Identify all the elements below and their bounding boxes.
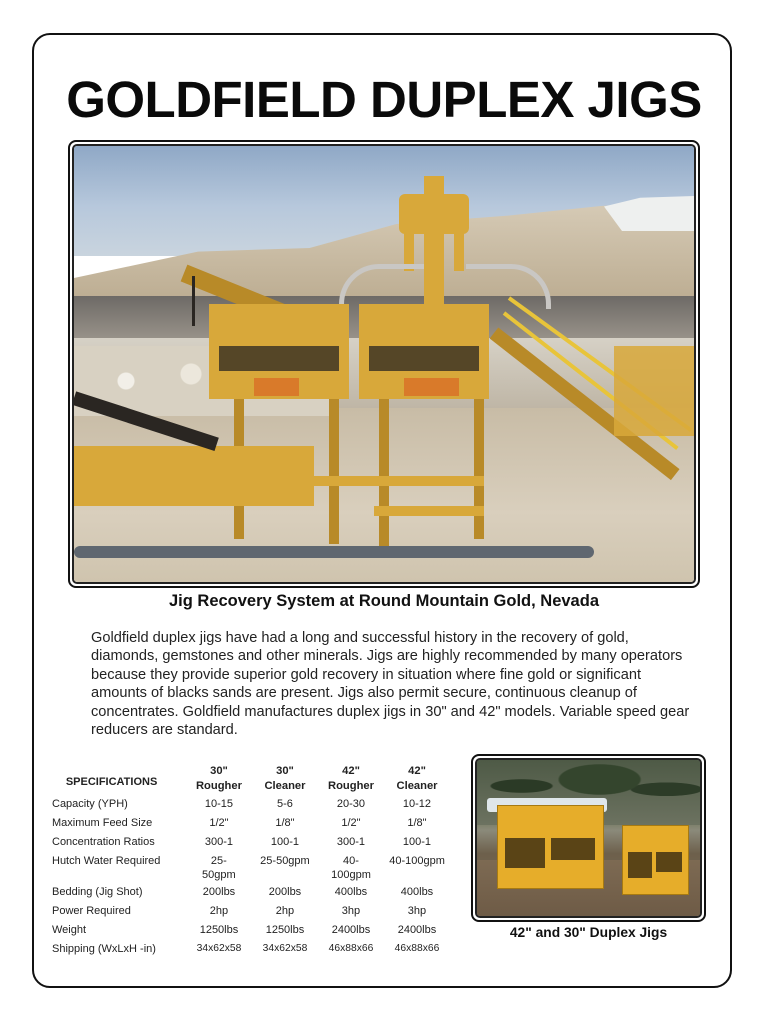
row-label: Weight [52, 924, 87, 936]
table-row [50, 901, 450, 920]
row-label: Bedding (Jig Shot) [52, 886, 143, 898]
cell: 300-1 [336, 836, 366, 848]
specifications-table [50, 760, 450, 958]
col-header: 42" Cleaner [396, 765, 438, 792]
cell: 5-6 [277, 798, 293, 810]
main-photo [68, 140, 700, 588]
cell: 25- 50gpm [202, 855, 236, 881]
table-row [50, 939, 450, 958]
cell: 40- 100gpm [331, 855, 371, 881]
row-label: Power Required [52, 905, 131, 917]
cell: 20-30 [336, 798, 366, 810]
specs-header-row [50, 760, 450, 794]
duplex-jigs-image [475, 758, 702, 918]
table-row [50, 882, 450, 901]
table-row [50, 813, 450, 832]
row-label: Capacity (YPH) [52, 798, 128, 810]
row-label: Concentration Ratios [52, 836, 155, 848]
duplex-jigs-photo [471, 754, 706, 922]
col-header: 30" Cleaner [264, 765, 306, 792]
cell: 2hp [275, 905, 295, 917]
cell: 1250lbs [199, 924, 239, 936]
cell: 2hp [209, 905, 229, 917]
cell: 25-50gpm [260, 855, 310, 867]
cell: 100-1 [402, 836, 432, 848]
cell: 1/2" [341, 817, 361, 829]
cell: 3hp [407, 905, 427, 917]
cell: 1250lbs [265, 924, 305, 936]
cell: 200lbs [202, 886, 236, 898]
table-row [50, 851, 450, 882]
duplex-jigs-caption: 42" and 30" Duplex Jigs [509, 925, 668, 940]
intro-paragraph: Goldfield duplex jigs have had a long and successful history in the recovery of gold, diamonds, gemstones and other minerals. Jigs are highly recommended by many operators because they provide superior gold recovery in situation where fine gold or significant amounts of blacks sands are present. Jigs also permit secure, continuous cleanup of concentrates. Goldfield manufactures duplex jigs in 30" and 42" models. Variable speed gear reducers are standard. [91, 630, 690, 739]
table-row [50, 920, 450, 939]
cell: 40-100gpm [389, 855, 445, 867]
col-header: 42" Rougher [328, 765, 374, 792]
col-header: 30" Rougher [195, 765, 242, 792]
table-row [50, 832, 450, 851]
cell: 100-1 [270, 836, 300, 848]
cell: 1/2" [209, 817, 229, 829]
cell: 2400lbs [397, 924, 437, 936]
cell: 10-15 [204, 798, 234, 810]
table-row [50, 794, 450, 813]
main-photo-caption: Jig Recovery System at Round Mountain Gold, Nevada [168, 592, 599, 610]
cell: 3hp [341, 905, 361, 917]
cell: 10-12 [402, 798, 432, 810]
cell: 400lbs [334, 886, 368, 898]
page-title: GOLDFIELD DUPLEX JIGS [66, 71, 702, 128]
cell: 46x88x66 [394, 943, 440, 954]
cell: 46x88x66 [328, 943, 374, 954]
specs-heading: SPECIFICATIONS [65, 776, 158, 788]
cell: 1/8" [275, 817, 295, 829]
cell: 34x62x58 [262, 943, 308, 954]
cell: 400lbs [400, 886, 434, 898]
row-label: Maximum Feed Size [52, 817, 153, 829]
row-label: Hutch Water Required [52, 855, 161, 867]
cell: 2400lbs [331, 924, 371, 936]
cell: 200lbs [268, 886, 302, 898]
main-photo-image [72, 144, 696, 584]
cell: 34x62x58 [196, 943, 242, 954]
row-label: Shipping (WxLxH -in) [52, 943, 156, 955]
cell: 300-1 [204, 836, 234, 848]
cell: 1/8" [407, 817, 427, 829]
